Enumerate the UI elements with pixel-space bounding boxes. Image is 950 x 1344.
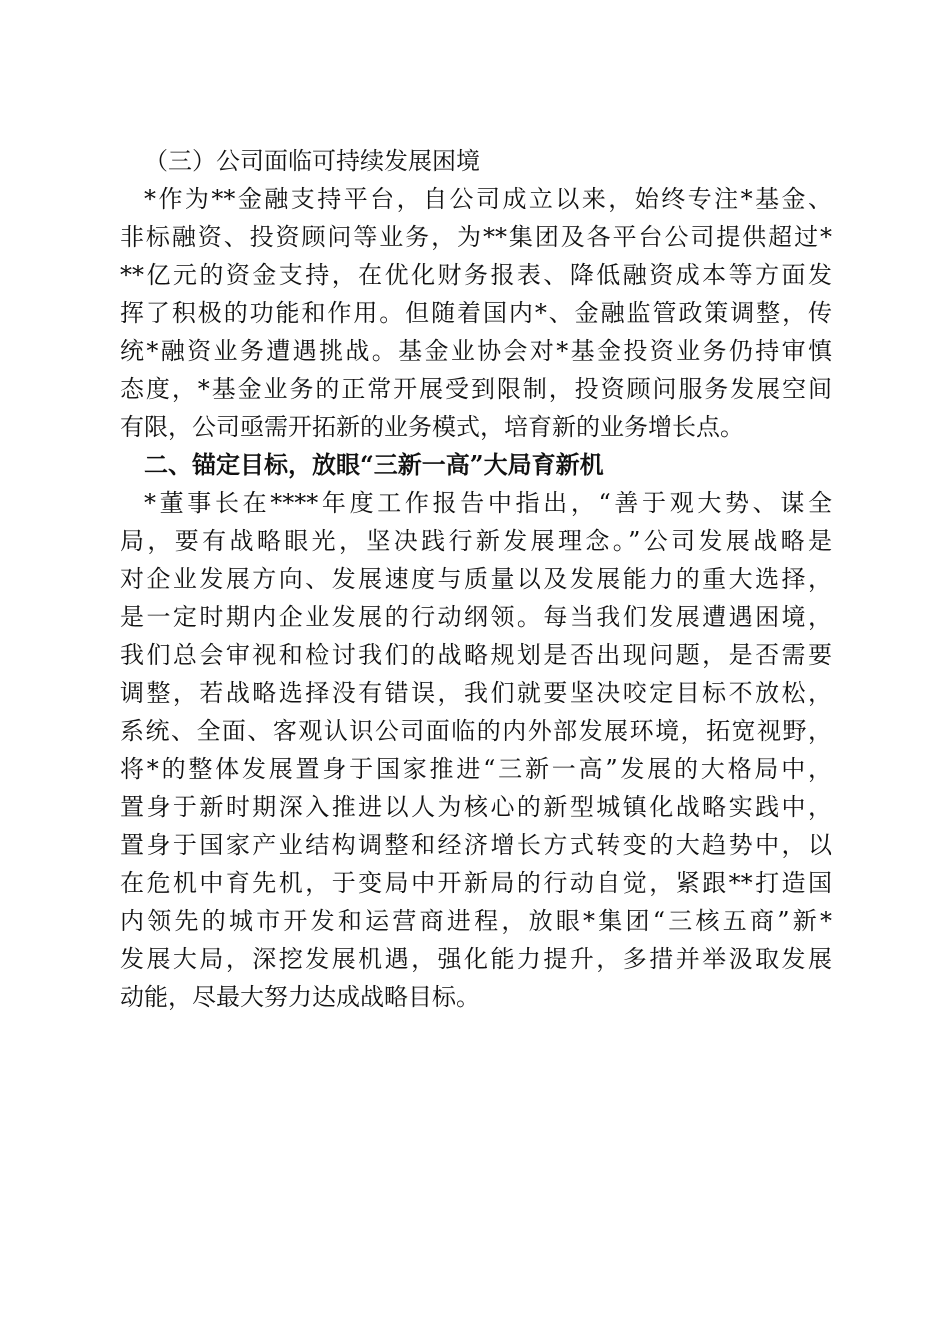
paragraph-line: 将*的整体发展置身于国家推进“三新一高”发展的大格局中， xyxy=(120,755,832,783)
paragraph-line: 有限，公司亟需开拓新的业务模式，培育新的业务增长点。 xyxy=(120,413,744,441)
paragraph-2 xyxy=(120,484,832,1016)
paragraph-line: 在危机中育先机，于变局中开新局的行动自觉，紧跟**打造国 xyxy=(120,869,832,897)
paragraph-line: *作为**金融支持平台，自公司成立以来，始终专注*基金、 xyxy=(144,185,832,213)
paragraph-line: 是一定时期内企业发展的行动纲领。每当我们发展遭遇困境， xyxy=(120,603,832,631)
document-body xyxy=(120,142,832,1016)
paragraph-line: 非标融资、投资顾问等业务，为**集团及各平台公司提供超过* xyxy=(120,223,832,251)
paragraph-line: 内领先的城市开发和运营商进程，放眼*集团“三核五商”新* xyxy=(120,907,832,935)
section-3-heading: （三）公司面临可持续发展困境 xyxy=(144,147,480,175)
paragraph-line: *董事长在****年度工作报告中指出，“善于观大势、谋全 xyxy=(144,489,832,517)
paragraph-line: 对企业发展方向、发展速度与质量以及发展能力的重大选择， xyxy=(120,565,832,593)
paragraph-line: 统*融资业务遭遇挑战。基金业协会对*基金投资业务仍持审慎 xyxy=(120,337,832,365)
paragraph-line: 调整，若战略选择没有错误，我们就要坚决咬定目标不放松， xyxy=(120,679,832,707)
paragraph-line: 系统、全面、客观认识公司面临的内外部发展环境，拓宽视野， xyxy=(120,717,832,745)
paragraph-line: 态度，*基金业务的正常开展受到限制，投资顾问服务发展空间 xyxy=(120,375,832,403)
section-2-heading: 二、锚定目标，放眼“三新一高”大局育新机 xyxy=(144,450,604,479)
paragraph-line: 局，要有战略眼光，坚决践行新发展理念。”公司发展战略是 xyxy=(120,527,832,555)
paragraph-line: 置身于国家产业结构调整和经济增长方式转变的大趋势中，以 xyxy=(120,831,832,859)
paragraph-line: 动能，尽最大努力达成战略目标。 xyxy=(120,983,480,1011)
paragraph-line: **亿元的资金支持，在优化财务报表、降低融资成本等方面发 xyxy=(120,261,832,289)
paragraph-line: 我们总会审视和检讨我们的战略规划是否出现问题，是否需要 xyxy=(120,641,832,669)
paragraph-line: 置身于新时期深入推进以人为核心的新型城镇化战略实践中， xyxy=(120,793,832,821)
paragraph-line: 发展大局，深挖发展机遇，强化能力提升，多措并举汲取发展 xyxy=(120,945,832,973)
paragraph-1 xyxy=(120,180,832,446)
paragraph-line: 挥了积极的功能和作用。但随着国内*、金融监管政策调整，传 xyxy=(120,299,832,327)
